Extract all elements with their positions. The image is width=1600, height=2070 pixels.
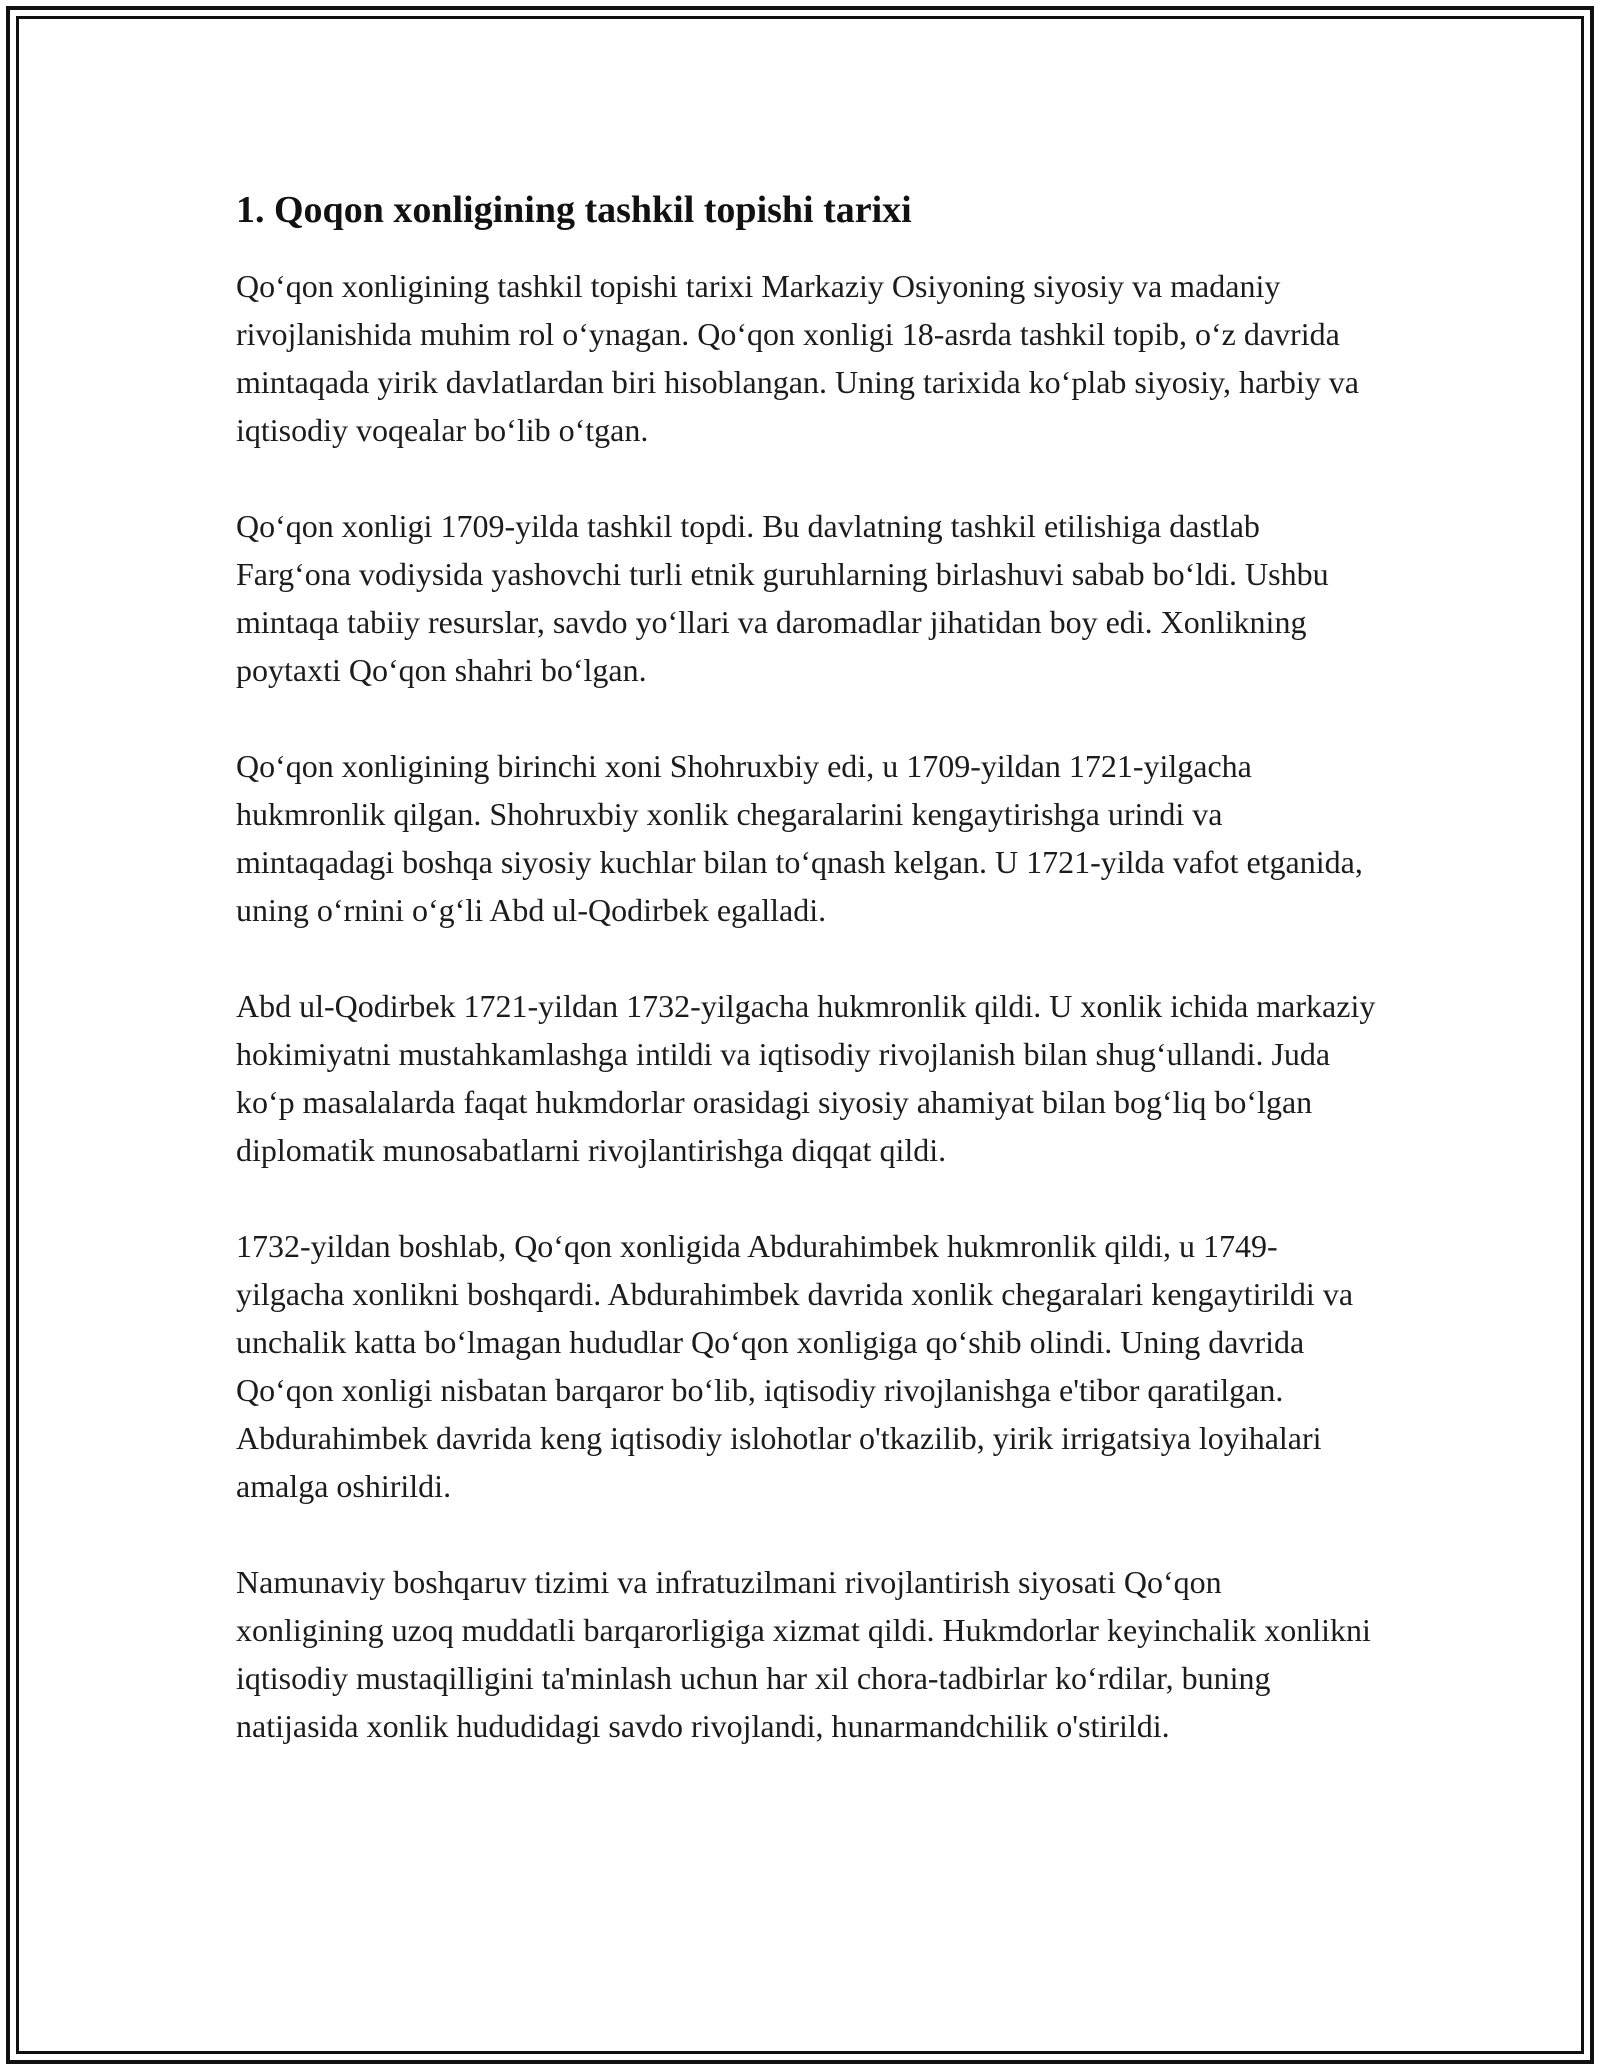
paragraph-abdurahimbek: 1732-yildan boshlab, Qo‘qon xonligida Abdurahimbek hukmronlik qildi, u 1749-yilgacha xonlikni boshqardi. Abdurahimbek davrida xonlik chegaralari kengaytirildi va unchalik katta bo‘lmagan hududlar Qo‘qon xonligiga qo‘shib olindi. Uning davrida Qo‘qon xonligi nisbatan barqaror bo‘lib, iqtisodiy rivojlanishga e'tibor qaratilgan. Abdurahimbek davrida keng iqtisodiy islohotlar o'tkazilib, yirik irrigatsiya loyihalari amalga oshirildi. — [236, 1228, 1354, 1504]
section-heading: 1. Qoqon xonligining tashkil topishi tarixi — [236, 189, 912, 231]
paragraph-shohruxbiy: Qo‘qon xonligining birinchi xoni Shohruxbiy edi, u 1709-yildan 1721-yilgacha hukmronlik qilgan. Shohruxbiy xonlik chegaralarini kengaytirishga urindi va mintaqadagi boshqa siyosiy kuchlar bilan to‘qnash kelgan. U 1721-yilda vafot etganida, uning o‘rnini o‘g‘li Abd ul-Qodirbek egalladi. — [236, 748, 1363, 928]
paragraph-governance: Namunaviy boshqaruv tizimi va infratuzilmani rivojlantirish siyosati Qo‘qon xonligining uzoq muddatli barqarorligiga xizmat qildi. Hukmdorlar keyinchalik xonlikni iqtisodiy mustaqilligini ta'minlash uchun har xil chora-tadbirlar ko‘rdilar, buning natijasida xonlik hududidagi savdo rivojlandi, hunarmandchilik o'stirildi. — [236, 1564, 1371, 1744]
paragraph-intro: Qo‘qon xonligining tashkil topishi tarixi Markaziy Osiyoning siyosiy va madaniy rivojlanishida muhim rol o‘ynagan. Qo‘qon xonligi 18-asrda tashkil topib, o‘z davrida mintaqada yirik davlatlardan biri hisoblangan. Uning tarixida ko‘plab siyosiy, harbiy va iqtisodiy voqealar bo‘lib o‘tgan. — [236, 268, 1359, 448]
paragraph-abd-ul-qodirbek: Abd ul-Qodirbek 1721-yildan 1732-yilgacha hukmronlik qildi. U xonlik ichida markaziy hokimiyatni mustahkamlashga intildi va iqtisodiy rivojlanish bilan shug‘ullandi. Juda ko‘p masalalarda faqat hukmdorlar orasidagi siyosiy ahamiyat bilan bog‘liq bo‘lgan diplomatik munosabatlarni rivojlantirishga diqqat qildi. — [236, 988, 1376, 1168]
document-body — [236, 184, 1376, 1798]
paragraph-founding: Qo‘qon xonligi 1709-yilda tashkil topdi. Bu davlatning tashkil etilishiga dastlab Farg‘ona vodiysida yashovchi turli etnik guruhlarning birlashuvi sabab bo‘ldi. Ushbu mintaqa tabiiy resurslar, savdo yo‘llari va daromadlar jihatidan boy edi. Xonlikning poytaxti Qo‘qon shahri bo‘lgan. — [236, 508, 1329, 688]
